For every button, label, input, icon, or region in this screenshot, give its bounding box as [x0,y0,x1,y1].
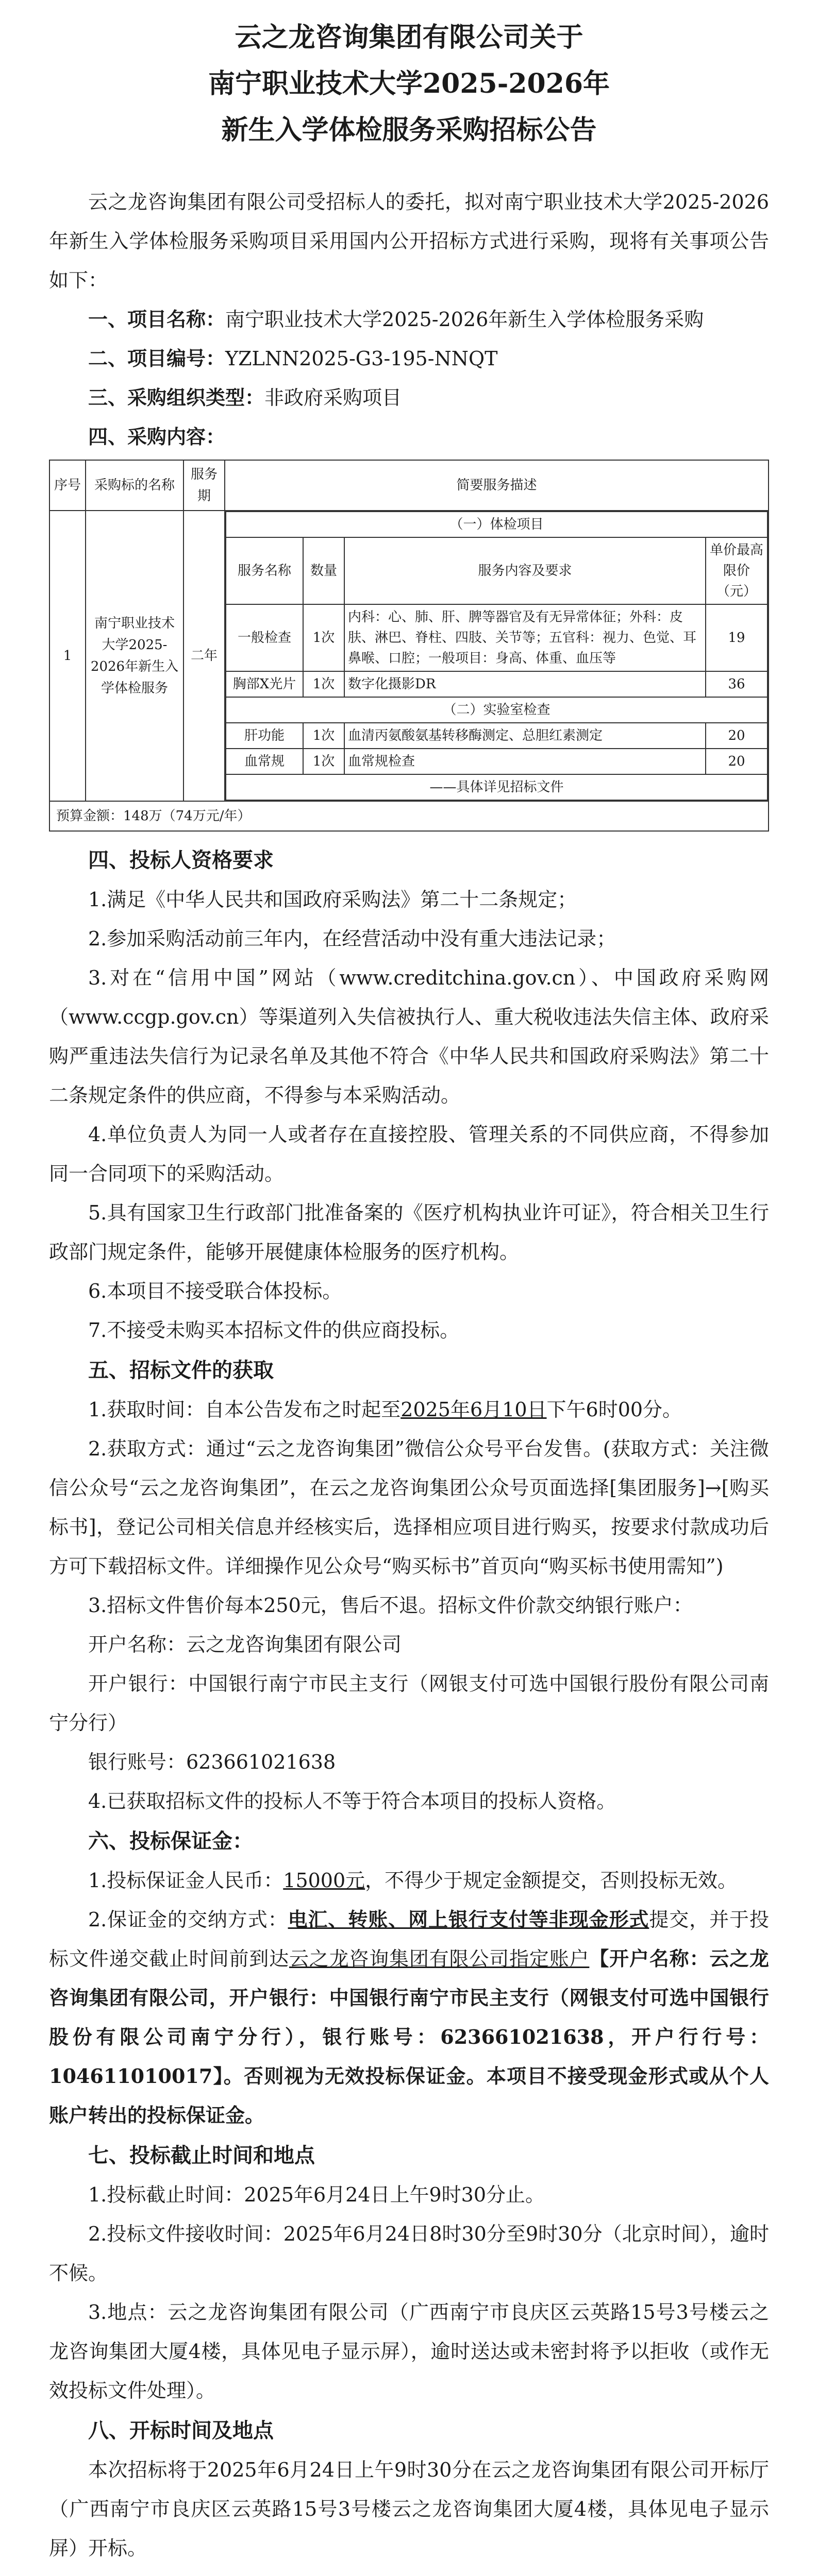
deposit-method-account: 云之龙咨询集团有限公司指定账户 [289,1947,590,1970]
header-cell: 服务期 [183,460,225,511]
deposit-amount-value: 15000元 [283,1869,365,1892]
exam-desc: 血常规检查 [344,749,706,774]
exam-name: 胸部X光片 [226,671,303,697]
exam-qty: 1次 [303,671,344,697]
table-row [49,511,769,801]
exam-price: 20 [706,749,767,774]
header-cell: 序号 [49,460,86,511]
exam-header-cell: 单价最高限价（元） [706,537,767,604]
qualification-item: 5.具有国家卫生行政部门批准备案的《医疗机构执业许可证》，符合相关卫生行政部门规定条件，能够开展健康体检服务的医疗机构。 [49,1201,769,1263]
qualification-item: 2.参加采购活动前三年内，在经营活动中没有重大违法记录； [88,927,616,950]
procurement-content-label: 四、采购内容： [88,425,226,448]
section-query-heading [88,2569,769,2576]
exam-row [226,749,767,774]
qualification-item: 3.对在“信用中国”网站（www.creditchina.gov.cn）、中国政府采购网（www.ccgp.gov.cn）等渠道列入失信被执行人、重大税收违法失信主体、政府采购严重违法失信行为记录名单及其他不符合《中华人民共和国政府采购法》第二十二条规定条件的供应商，不得参与本采购活动。 [49,967,769,1107]
exam-row [226,671,767,697]
row-service-period: 二年 [183,511,225,801]
lab-section-title: （二）实验室检查 [226,697,767,723]
account-number: 银行账号：623661021638 [88,1751,336,1773]
deadline-receive-time: 2.投标文件接收时间：2025年6月24日8时30分至9时30分（北京时间），逾时不候。 [49,2223,769,2284]
document-title [49,14,769,154]
exam-header-cell: 数量 [303,537,344,604]
row-description-cell [225,511,769,801]
doc-method-paragraph: 2.获取方式：通过“云之龙咨询集团”微信公众号平台发售。(获取方式：关注微信公众号“云之龙咨询集团”，在云之龙咨询集团公众号页面选择[集团服务]→[购买标书]，登记公司相关信息并经核实后，选择相应项目进行购买，按要求付款成功后方可下载招标文件。详细操作见公众号“购买标书”首页向“购买标书使用需知”) [49,1437,769,1578]
project-name [49,300,769,339]
procurement-table-wrap [49,460,769,832]
exam-qty: 1次 [303,604,344,671]
budget-amount: 预算金额：148万（74万元/年） [49,802,769,832]
deposit-method-suffix: 【开户名称：云之龙咨询集团有限公司，开户银行：中国银行南宁市民主支行（网银支付可选中国银行股份有限公司南宁分行），银行账号：623661021638，开户行行号：104611010017】。否则视为无效投标保证金。本项目不接受现金形式或从个人账户转出的投标保证金。 [49,1947,769,2127]
deposit-method-emphasis: 电汇、转账、网上银行支付等非现金形式 [288,1908,649,1931]
exam-price: 20 [706,723,767,749]
exam-name: 肝功能 [226,723,303,749]
project-name-label: 一、项目名称： [88,308,226,331]
row-item-name: 南宁职业技术大学2025-2026年新生入学体检服务 [86,511,183,801]
doc-time-date: 2025年6月10日 [400,1398,547,1421]
deposit-method-paragraph [49,1900,769,2135]
exam-price: 19 [706,604,767,671]
account-bank: 开户银行：中国银行南宁市民主支行（网银支付可选中国银行股份有限公司南宁分行） [49,1672,769,1734]
doc-time-paragraph [49,1390,769,1429]
section-documents-heading: 五、招标文件的获取 [88,1358,274,1382]
deposit-amount-paragraph [49,1861,769,1900]
deposit-amount-prefix: 1.投标保证金人民币： [88,1869,283,1892]
exam-header-cell: 服务名称 [226,537,303,604]
procurement-table [49,460,769,802]
account-name: 开户名称：云之龙咨询集团有限公司 [88,1633,402,1656]
intro-paragraph: 云之龙咨询集团有限公司受招标人的委托，拟对南宁职业技术大学2025-2026年新生入学体检服务采购项目采用国内公开招标方式进行采购，现将有关事项公告如下： [49,191,769,292]
procurement-type-label: 三、采购组织类型： [88,386,265,409]
title-line-2: 南宁职业技术大学2025-2026年 [208,68,610,99]
section-qualifications-heading: 四、投标人资格要求 [88,848,274,872]
table-remark: ——具体详见招标文件 [226,774,767,800]
exam-desc: 数字化摄影DR [344,671,706,697]
exam-qty: 1次 [303,723,344,749]
deadline-location: 3.地点：云之龙咨询集团有限公司（广西南宁市良庆区云英路15号3号楼云之龙咨询集团大厦4楼，具体见电子显示屏），逾时送达或未密封将予以拒收（或作无效投标文件处理）。 [49,2301,769,2402]
qualification-item: 1.满足《中华人民共和国政府采购法》第二十二条规定； [88,888,577,911]
project-name-value: 南宁职业技术大学2025-2026年新生入学体检服务采购 [225,308,704,331]
qualification-item: 7.不接受未购买本招标文件的供应商投标。 [88,1319,460,1342]
exam-qty: 1次 [303,749,344,774]
doc-price-paragraph: 3.招标文件售价每本250元，售后不退。招标文件价款交纳银行账户： [88,1594,693,1617]
deposit-method-mid: 提交，并于投标文件递交截止时间前到达 [49,1908,769,1970]
deadline-time: 1.投标截止时间：2025年6月24日上午9时30分止。 [88,2183,545,2206]
exam-desc: 内科：心、肺、肝、脾等器官及有无异常体征；外科：皮肤、淋巴、脊柱、四肢、关节等；五官科：视力、色觉、耳鼻喉、口腔；一般项目：身高、体重、血压等 [344,604,706,671]
title-line-1: 云之龙咨询集团有限公司关于 [235,22,583,53]
table-header-row [49,460,769,511]
exam-header-row [226,537,767,604]
procurement-type [49,378,769,417]
exam-header-cell: 服务内容及要求 [344,537,706,604]
exam-items-table [225,511,768,801]
opening-paragraph: 本次招标将于2025年6月24日上午9时30分在云之龙咨询集团有限公司开标厅（广西南宁市良庆区云英路15号3号楼云之龙咨询集团大厦4楼，具体见电子显示屏）开标。 [49,2459,769,2560]
deposit-method-prefix: 2.保证金的交纳方式： [88,1908,288,1931]
header-cell: 采购标的名称 [86,460,183,511]
section-opening-heading: 八、开标时间及地点 [88,2418,274,2443]
qualification-item: 4.单位负责人为同一人或者存在直接控股、管理关系的不同供应商，不得参加同一合同项下的采购活动。 [49,1123,769,1185]
exam-section-title: （一）体检项目 [226,512,767,537]
exam-row [226,604,767,671]
header-cell: 简要服务描述 [225,460,769,511]
deposit-amount-suffix: ，不得少于规定金额提交，否则投标无效。 [365,1869,738,1892]
project-code-label: 二、项目编号： [88,347,226,370]
doc-note-paragraph: 4.已获取招标文件的投标人不等于符合本项目的投标人资格。 [88,1790,616,1812]
exam-name: 一般检查 [226,604,303,671]
exam-name: 血常规 [226,749,303,774]
project-code [49,339,769,378]
doc-time-suffix: 下午6时00分。 [546,1398,682,1421]
title-line-3: 新生入学体检服务采购招标公告 [221,114,597,146]
project-code-value: YZLNN2025-G3-195-NNQT [225,347,498,370]
exam-price: 36 [706,671,767,697]
section-deposit-heading: 六、投标保证金： [88,1829,253,1853]
qualification-item: 6.本项目不接受联合体投标。 [88,1280,342,1302]
section-deadline-heading: 七、投标截止时间和地点 [88,2143,315,2167]
procurement-type-value: 非政府采购项目 [264,386,402,409]
doc-time-prefix: 1.获取时间：自本公告发布之时起至 [88,1398,401,1421]
exam-desc: 血清丙氨酸氨基转移酶测定、总胆红素测定 [344,723,706,749]
exam-row [226,723,767,749]
row-number: 1 [49,511,86,801]
